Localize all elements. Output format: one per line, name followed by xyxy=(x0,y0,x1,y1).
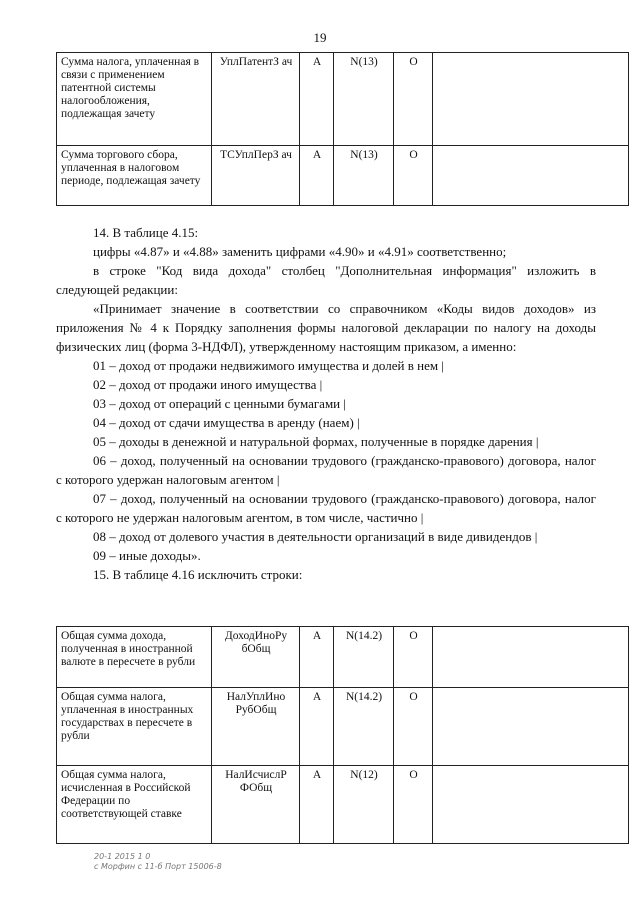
cell-extra xyxy=(433,627,629,688)
cell-extra xyxy=(433,146,629,206)
cell-extra xyxy=(433,53,629,146)
cell-format: N(14.2) xyxy=(334,627,394,688)
cell-format: N(13) xyxy=(334,53,394,146)
paragraph: цифры «4.87» и «4.88» заменить цифрами «4.90» и «4.91» соответственно; xyxy=(93,244,507,259)
cell-format: N(12) xyxy=(334,766,394,844)
cell-req: О xyxy=(394,627,433,688)
paragraph: 15. В таблице 4.16 исключить строки: xyxy=(93,567,303,582)
table-bottom xyxy=(56,626,629,844)
cell-code: УплПатентЗ ач xyxy=(212,53,300,146)
cell-name: Сумма торгового сбора, уплаченная в налоговом периоде, подлежащая зачету xyxy=(57,146,212,206)
cell-name: Общая сумма налога, исчисленная в Российской Федерации по соответствующей ставке xyxy=(57,766,212,844)
list-item: 04 – доход от сдачи имущества в аренду (наем) | xyxy=(93,415,360,430)
list-item: 05 – доходы в денежной и натуральной формах, полученные в порядке дарения | xyxy=(93,434,539,449)
cell-req: О xyxy=(394,688,433,766)
cell-code: ДоходИноРу бОбщ xyxy=(212,627,300,688)
cell-format: N(13) xyxy=(334,146,394,206)
list-item: 08 – доход от долевого участия в деятельности организаций в виде дивидендов | xyxy=(93,529,538,544)
cell-type: А xyxy=(300,688,334,766)
table-row xyxy=(57,53,629,146)
list-item: 01 – доход от продажи недвижимого имущества и долей в нем | xyxy=(93,358,444,373)
cell-type: А xyxy=(300,627,334,688)
cell-extra xyxy=(433,766,629,844)
cell-req: О xyxy=(394,53,433,146)
table-row xyxy=(57,146,629,206)
list-item: 06 – доход, полученный на основании трудового (гражданско-правового) договора, налог с которого удержан налоговым агентом | xyxy=(56,453,596,487)
table-row xyxy=(57,688,629,766)
table-row xyxy=(57,766,629,844)
cell-name: Общая сумма дохода, полученная в иностранной валюте в пересчете в рубли xyxy=(57,627,212,688)
list-item: 03 – доход от операций с ценными бумагами | xyxy=(93,396,346,411)
paragraph: «Принимает значение в соответствии со справочником «Коды видов доходов» из приложения № 4 к Порядку заполнения формы налоговой декларации по налогу на доходы физических лиц (форма 3-НДФЛ), утвержденному настоящим приказом, а именно: xyxy=(56,301,596,354)
cell-format: N(14.2) xyxy=(334,688,394,766)
cell-req: О xyxy=(394,766,433,844)
list-item: 09 – иные доходы». xyxy=(93,548,201,563)
stamp-line: с Морфин с 11-б Порт 15006-8 xyxy=(94,862,222,871)
cell-code: НалИсчислР ФОбщ xyxy=(212,766,300,844)
table-top xyxy=(56,52,629,206)
cell-req: О xyxy=(394,146,433,206)
stamp-line: 20-1 2015 1 0 xyxy=(94,852,151,861)
cell-type: А xyxy=(300,146,334,206)
registration-stamp xyxy=(94,852,222,872)
page-number: 19 xyxy=(313,30,327,45)
list-item: 02 – доход от продажи иного имущества | xyxy=(93,377,323,392)
paragraph: в строке "Код вида дохода" столбец "Дополнительная информация" изложить в следующей редакции: xyxy=(56,263,596,297)
paragraph: 14. В таблице 4.15: xyxy=(93,225,199,240)
cell-type: А xyxy=(300,766,334,844)
cell-name: Общая сумма налога, уплаченная в иностранных государствах в пересчете в рубли xyxy=(57,688,212,766)
cell-name: Сумма налога, уплаченная в связи с применением патентной системы налогообложения, подлежащая зачету xyxy=(57,53,212,146)
cell-code: ТСУплПерЗ ач xyxy=(212,146,300,206)
cell-extra xyxy=(433,688,629,766)
list-item: 07 – доход, полученный на основании трудового (гражданско-правового) договора, налог с которого не удержан налоговым агентом, в том числе, частично | xyxy=(56,491,596,525)
table-row xyxy=(57,627,629,688)
document-body xyxy=(56,223,596,584)
cell-code: НалУплИно РубОбщ xyxy=(212,688,300,766)
cell-type: А xyxy=(300,53,334,146)
